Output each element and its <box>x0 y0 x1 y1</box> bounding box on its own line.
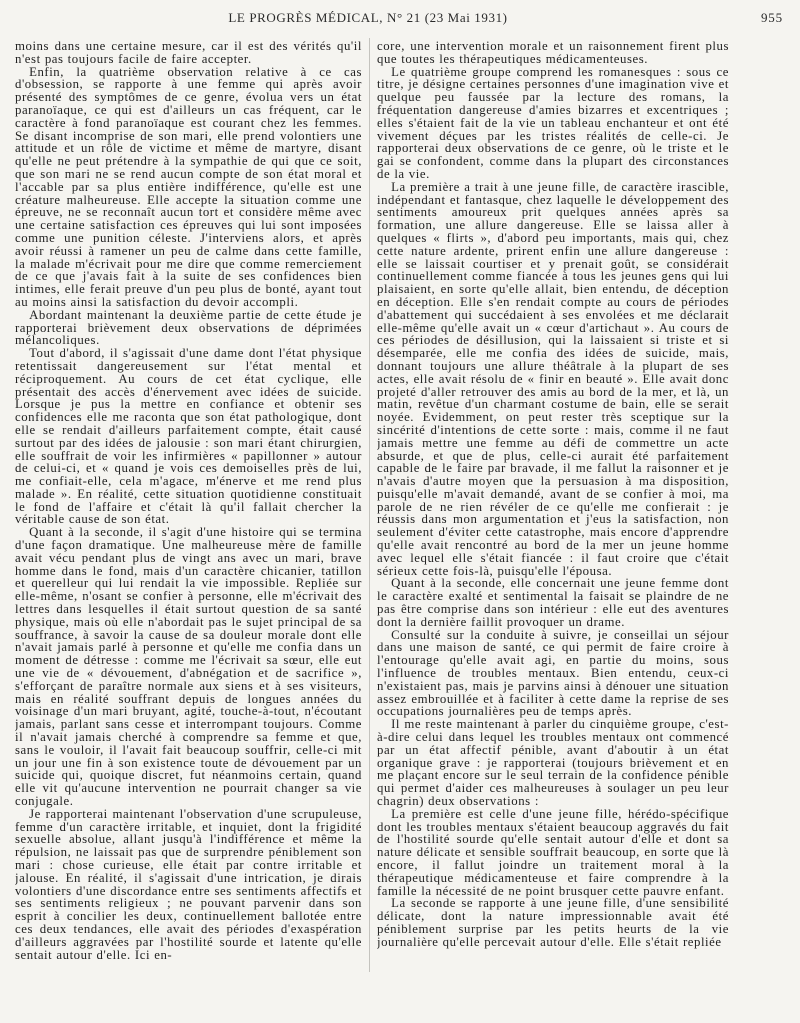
paragraph: Quant à la seconde, elle concernait une jeune femme dont le caractère exalté et sentimental la faisait se plaindre de ne pas être comprise dans son intérieur : elle eut des aventures dont la dernière faillit provoquer un drame. <box>377 576 729 629</box>
paragraph: moins dans une certaine mesure, car il est des vérités qu'il n'est pas toujours facile de faire accepter. <box>15 40 362 66</box>
paragraph: Le quatrième groupe comprend les romanesques : sous ce titre, je désigne certaines personnes d'une imagination vive et quelque peu faussée par la lecture des romans, la fréquentation dangereuse d'amies bizarres et excentriques ; elles s'étaient fait de la vie un tableau enchanteur et ont été vivement déçues par les tristes réalités de celle-ci. Je rapporterai deux observations de ce genre, où le triste et le gai se confondent, comme dans la plupart des circonstances de la vie. <box>377 64 729 181</box>
paragraph: Abordant maintenant la deuxième partie de cette étude je rapporterai brièvement deux observations de déprimées mélancoliques. <box>15 307 362 348</box>
paragraph: Consulté sur la conduite à suivre, je conseillai un séjour dans une maison de santé, ce qui permit de faire croire à l'entourage qu'elle avait agi, en partie du moins, sous l'influence de troubles mentaux. Bien entendu, ceux-ci n'existaient pas, mais je parvins ainsi à dénouer une situation assez embrouillée et à faciliter à cette dame la reprise de ses occupations journalières peu de temps après. <box>377 627 729 719</box>
paragraph: Quant à la seconde, il s'agit d'une histoire qui se termina d'une façon dramatique. Une malheureuse mère de famille avait vécu pendant plus de vingt ans avec un mari, brave homme dans le fond, mais d'un caractère chicanier, tatillon et querelleur qui lui rendait la vie impossible. Repliée sur elle-même, n'osant se confier à personne, elle m'écrivait des lettres dans lesquelles il était surtout question de sa santé physique, mais où elle n'abordait pas le sujet principal de sa souffrance, à savoir la cause de sa douleur morale dont elle n'avait jamais parlé à personne et qu'elle me confia dans un moment de détresse : comme me l'écrivait sa sœur, elle eut une vie de « dévouement, d'abnégation et de sacrifice », s'efforçant de paraître normale aux siens et à ses visiteurs, mais en réalité souffrant depuis de longues années du voisinage d'un mari bruyant, agité, touche-à-tout, n'écoutant jamais, parlant sans cesse et interrompant toujours. Comme il n'avait jamais cherché à comprendre sa femme et que, sans le vouloir, il l'avait fait beaucoup souffrir, celle-ci mit un jour une fin à son existence toute de dévouement par un suicide qui, quoique discret, fut néanmoins certain, quand elle vit qu'aucune intervention ne pourrait changer sa vie conjugale. <box>15 525 362 809</box>
paragraph: La première a trait à une jeune fille, de caractère irascible, indépendant et fantasque, chez laquelle le développement des sentiments amoureux prit quelques années après sa formation, une allure dangereuse. Elle se laissa aller à quelques « flirts », d'abord peu importants, mais qui, chez cette nature ardente, prirent enfin une allure dangereuse : elle se laissait courtiser et y prenait goût, se considérait continuellement comme fiancée à tous les jeunes gens qui lui plaisaient, en sorte qu'elle allait, bien entendu, de déception en déception. Elle s'en rendait compte au cours de périodes d'abattement qui succédaient à ses envolées et me déclarait elle-même qu'elle avait un « cœur d'artichaut ». Au cours de ces périodes de désillusion, qui la laissaient si triste et si désemparée, elle me confia des idées de suicide, mais, donnant toujours une allure théâtrale à la plupart de ses actes, elle avait résolu de « finir en beauté ». Elle avait donc projeté d'aller retrouver des amis au bord de la mer, et là, un matin, revêtue d'un charmant costume de bain, elle se serait noyée. Evidemment, on peut rester très sceptique sur la sincérité d'intentions de cette sorte : mais, comme il ne faut jamais mettre une femme au défi de commettre un acte absurde, et que de plus, celle-ci aurait été parfaitement capable de le faire par bravade, il me fallut la raisonner et je n'avais d'autre moyen que la persuasion à ma disposition, puisqu'elle m'avait demandé, avant de se confier à moi, ma parole de ne rien révéler de ce qu'elle me confierait : je réussis dans mon argumentation et j'eus la satisfaction, non seulement d'éviter cette catastrophe, mais encore d'apprendre qu'elle avait rencontré au bord de la mer un jeune homme avec lequel elle s'était fiancée : il faut croire que c'était sérieux cette fois-là, puisqu'elle l'épousa. <box>377 179 729 578</box>
column-divider <box>369 38 370 972</box>
left-column <box>15 40 362 1000</box>
paragraph: core, une intervention morale et un raisonnement firent plus que toutes les thérapeutiques médicamenteuses. <box>377 40 729 66</box>
page-number: 955 <box>761 10 783 25</box>
paragraph: Il me reste maintenant à parler du cinquième groupe, c'est-à-dire celui dans lequel les troubles mentaux ont commencé par un état affectif pénible, avant d'aboutir à un état organique grave : je rapporterai (toujours brièvement et en me plaçant encore sur le seul terrain de la confidence pénible qui permet d'aider ces malheureuses à soulager un peu leur chagrin) deux observations : <box>377 717 729 809</box>
paragraph: La seconde se rapporte à une jeune fille, d'une sensibilité délicate, dont la nature impressionnable avait été péniblement surprise par les petits heurts de la vie journalière qu'elle percevait autour d'elle. Elle s'était repliée <box>377 896 729 949</box>
right-column <box>377 40 729 1000</box>
journal-title: LE PROGRÈS MÉDICAL, N° 21 (23 Mai 1931) <box>228 10 508 25</box>
paragraph: Enfin, la quatrième observation relative à ce cas d'obsession, se rapporte à une femme qui après avoir présenté des symptômes de ce genre, évolua vers un état paranoïaque, ce qui est d'ailleurs un cas fréquent, car le caractère à fond paranoïaque est courant chez les femmes. Se disant incomprise de son mari, elle prend volontiers une attitude et un rôle de victime et même de martyre, disant qu'elle ne peut prétendre à la sympathie de qui que ce soit, que son mari ne se rend aucun compte de son état moral et l'accable par sa plus entière indifférence, qu'elle est une créature malheureuse. Elle accepte la situation comme une épreuve, ne se reconnaît aucun tort et considère même avec une certaine satisfaction ces épreuves qui lui sont imposées comme une punition céleste. J'interviens alors, et après avoir réussi à ramener un peu de calme dans cette famille, la malade m'écrivait pour me dire que comme remerciement de ce que j'avais fait à la suite de ses confidences bien intimes, elle ferait preuve d'un peu plus de bonté, ayant tout au moins ainsi la satisfaction du devoir accompli. <box>15 64 362 309</box>
paragraph: Tout d'abord, il s'agissait d'une dame dont l'état physique retentissait dangereusement sur l'état mental et réciproquement. Au cours de cet état cyclique, elle présentait des accès d'énervement avec idées de suicide. Lorsque je pus la mettre en confiance et obtenir ses confidences elle me raconta que son état pathologique, dont elle se rendait d'ailleurs parfaitement compte, était causé surtout par des idées de jalousie : son mari étant chirurgien, elle souffrait de voir les infirmières « papillonner » autour de celui-ci, et « quand je vois ces demoiselles près de lui, me confiait-elle, cela m'agace, m'énerve et me rend plus malade ». En réalité, cette situation quotidienne constituait le fond de l'affaire et c'était là qu'il fallait chercher la véritable cause de son état. <box>15 346 362 527</box>
paragraph: La première est celle d'une jeune fille, hérédo-spécifique dont les troubles mentaux s'étaient beaucoup aggravés du fait de l'hostilité sourde qu'elle sentait autour d'elle et dont sa nature délicate et sensible souffrait beaucoup, en sorte que là encore, il fallut joindre un traitement moral à la thérapeutique médicamenteuse et faire comprendre à la famille la nécessité de ne point brusquer cette pauvre enfant. <box>377 806 729 898</box>
paragraph: Je rapporterai maintenant l'observation d'une scrupuleuse, femme d'un caractère irritable, et inquiet, dont la frigidité sexuelle absolue, allant jusqu'à l'indifférence et même la répulsion, ne laissait pas que de surprendre péniblement son mari : chose curieuse, elle était par contre irritable et jalouse. En réalité, il s'agissait d'une intrication, je dirais volontiers d'une discordance entre ses sentiments affectifs et ses sentiments religieux ; ne pouvant parvenir dans son esprit à concilier les deux, continuellement ballotée entre ces deux tendances, elle avait des périodes d'exaspération d'ailleurs aggravées par l'hostilité sourde et latente qu'elle sentait autour d'elle. Ici en- <box>15 806 362 962</box>
